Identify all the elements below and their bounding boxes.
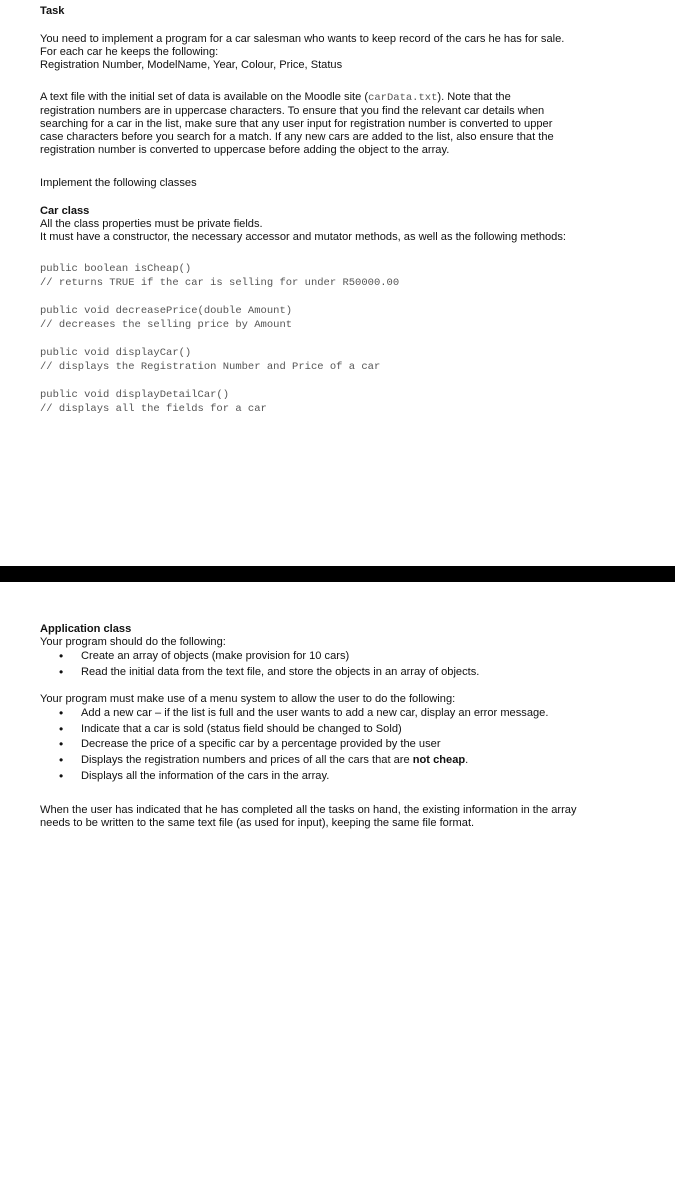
list-item (40, 769, 639, 785)
bullet-icon: • (59, 649, 64, 663)
list-item-text: Add a new car – if the list is full and the user wants to add a new car, display an error message. (81, 707, 549, 719)
list-item (40, 753, 639, 769)
method-comment: // displays the Registration Number and Price of a car (40, 361, 381, 373)
menu-list (40, 706, 639, 785)
list-item-text: Displays the registration numbers and prices of all the cars that are (81, 754, 413, 767)
bullet-icon: • (59, 721, 64, 736)
method-comment: // displays all the fields for a car (40, 403, 267, 415)
menu-section (40, 693, 639, 785)
application-intro: Your program should do the following: (40, 636, 226, 648)
list-item-text: Displays all the information of the cars in the array. (81, 769, 330, 782)
task-intro (40, 33, 639, 72)
bullet-icon: • (59, 768, 64, 783)
application-list (40, 649, 639, 680)
bullet-icon: • (59, 753, 64, 768)
bullet-icon: • (59, 737, 64, 752)
method-is-cheap (40, 262, 639, 290)
file-line: registration numbers are in uppercase characters. To ensure that you find the relevant car details when (40, 105, 545, 117)
list-item (40, 665, 639, 681)
page-divider (0, 566, 675, 582)
file-text-a: A text file with the initial set of data is available on the Moodle site ( (40, 91, 369, 103)
list-item-text: Decrease the price of a specific car by a percentage provided by the user (81, 738, 441, 751)
file-line: registration number is converted to uppercase before adding the object to the array. (40, 144, 450, 156)
file-line (40, 91, 639, 105)
application-class-heading: Application class (40, 623, 132, 635)
method-signature: public void decreasePrice(double Amount) (40, 305, 293, 317)
intro-line: For each car he keeps the following: (40, 46, 219, 58)
file-text-b: ). Note that the (437, 91, 511, 103)
menu-intro: Your program must make use of a menu system to allow the user to do the following: (40, 693, 456, 705)
list-item (40, 722, 639, 738)
intro-line: You need to implement a program for a car salesman who wants to keep record of the cars he has for sale. (40, 33, 565, 45)
list-item-text: Read the initial data from the text file, and store the objects in an array of objects. (81, 665, 480, 678)
list-item-text: Create an array of objects (make provision for 10 cars) (81, 650, 350, 662)
list-item-text: Indicate that a car is sold (status field should be changed to Sold) (81, 722, 402, 735)
list-item-text: . (465, 754, 469, 767)
closing-line: When the user has indicated that he has completed all the tasks on hand, the existing information in the array (40, 804, 577, 816)
task-section (40, 5, 639, 18)
method-display-detail-car (40, 388, 639, 416)
car-class-section (40, 205, 639, 244)
car-class-line: All the class properties must be private fields. (40, 218, 263, 230)
list-item (40, 706, 639, 722)
intro-line: Registration Number, ModelName, Year, Colour, Price, Status (40, 59, 343, 71)
method-signature: public void displayCar() (40, 347, 192, 359)
page-one (0, 0, 675, 566)
task-heading: Task (40, 5, 65, 17)
method-display-car (40, 346, 639, 374)
page-two (0, 582, 675, 1192)
car-class-heading: Car class (40, 205, 90, 217)
method-comment: // decreases the selling price by Amount (40, 319, 293, 331)
file-paragraph (40, 91, 639, 157)
application-class-section (40, 623, 639, 680)
list-item (40, 737, 639, 753)
emphasis-text: not cheap (412, 754, 466, 767)
car-class-line: It must have a constructor, the necessary accessor and mutator methods, as well as the following methods: (40, 231, 566, 243)
method-signature: public void displayDetailCar() (40, 389, 230, 401)
method-decrease-price (40, 304, 639, 332)
method-comment: // returns TRUE if the car is selling for under R50000.00 (40, 277, 400, 289)
file-line: case characters before you search for a match. If any new cars are added to the list, also ensure that the (40, 131, 554, 143)
closing-line: needs to be written to the same text file (as used for input), keeping the same file format. (40, 817, 475, 829)
file-name: carData.txt (368, 92, 438, 104)
bullet-icon: • (59, 706, 64, 720)
file-line: searching for a car in the list, make sure that any user input for registration number is converted to upper (40, 118, 553, 130)
bullet-icon: • (59, 664, 64, 679)
method-signature: public boolean isCheap() (40, 263, 192, 275)
implement-line: Implement the following classes (40, 177, 197, 189)
list-item (40, 649, 639, 665)
closing-paragraph (40, 804, 639, 830)
implement-line-wrap (40, 177, 639, 190)
